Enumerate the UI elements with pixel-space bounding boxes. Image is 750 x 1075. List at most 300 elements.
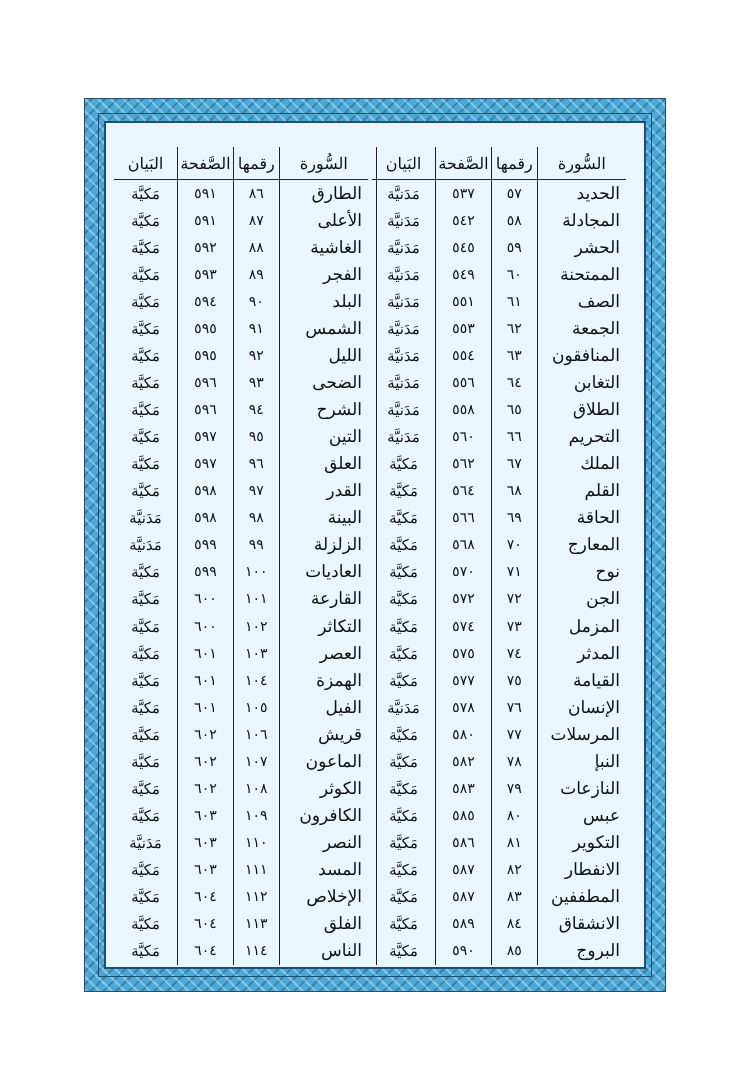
revelation-type-cell: مَكيَّة xyxy=(389,806,418,825)
page-number-cell: ٥٦٠ xyxy=(436,424,492,451)
table-row xyxy=(114,559,368,586)
revelation-type-cell: مَكيَّة xyxy=(131,455,160,474)
revelation-type-cell: مَكيَّة xyxy=(131,590,160,609)
table-row xyxy=(114,830,368,857)
table-row xyxy=(372,667,626,694)
table-header-row xyxy=(372,147,626,180)
table-row xyxy=(114,180,368,208)
surah-name-cell: الضحى xyxy=(279,369,368,396)
revelation-type-cell: مَكيَّة xyxy=(131,752,160,771)
table-row xyxy=(114,478,368,505)
surah-name-cell: الحاقة xyxy=(537,505,626,532)
revelation-type-cell: مَكيَّة xyxy=(389,671,418,690)
header-type: البَيان xyxy=(372,147,436,180)
table-row xyxy=(372,775,626,802)
surah-name-cell: الناس xyxy=(279,938,368,965)
surah-name-cell: الليل xyxy=(279,342,368,369)
page-number-cell: ٦٠٢ xyxy=(178,775,234,802)
revelation-type-cell: مَكيَّة xyxy=(131,238,160,257)
surah-name-cell: القلم xyxy=(537,478,626,505)
table-row xyxy=(114,315,368,342)
surah-number-cell: ٨٣ xyxy=(491,884,537,911)
surah-number-cell: ١٠٣ xyxy=(233,640,279,667)
surah-number-cell: ٨٧ xyxy=(233,207,279,234)
revelation-type-cell: مَكيَّة xyxy=(131,698,160,717)
table-row xyxy=(114,613,368,640)
table-row xyxy=(372,938,626,965)
surah-name-cell: التكاثر xyxy=(279,613,368,640)
revelation-type-cell: مَكيَّة xyxy=(131,265,160,284)
surah-name-cell: الشرح xyxy=(279,397,368,424)
page-number-cell: ٥٧٠ xyxy=(436,559,492,586)
page-number-cell: ٥٩٩ xyxy=(178,559,234,586)
revelation-type-cell: مَكيَّة xyxy=(131,482,160,501)
surah-name-cell: القارعة xyxy=(279,586,368,613)
revelation-type-cell: مَكيَّة xyxy=(389,942,418,961)
surah-name-cell: التحريم xyxy=(537,424,626,451)
page-number-cell: ٦٠٣ xyxy=(178,857,234,884)
surah-number-cell: ٨٨ xyxy=(233,234,279,261)
revelation-type-cell: مَكيَّة xyxy=(389,725,418,744)
page-number-cell: ٦٠٢ xyxy=(178,748,234,775)
surah-name-cell: الكوثر xyxy=(279,775,368,802)
table-row xyxy=(114,667,368,694)
surah-table-right xyxy=(372,147,626,965)
table-row xyxy=(372,207,626,234)
surah-number-cell: ٨٠ xyxy=(491,802,537,829)
table-row xyxy=(372,694,626,721)
surah-name-cell: الجمعة xyxy=(537,315,626,342)
revelation-type-cell: مَدَنيَّة xyxy=(387,238,420,257)
table-row xyxy=(372,315,626,342)
table-row xyxy=(114,261,368,288)
revelation-type-cell: مَدَنيَّة xyxy=(129,509,162,528)
revelation-type-cell: مَدَنيَّة xyxy=(387,319,420,338)
surah-number-cell: ٨٢ xyxy=(491,857,537,884)
surah-number-cell: ١٠٨ xyxy=(233,775,279,802)
table-row xyxy=(114,640,368,667)
revelation-type-cell: مَكيَّة xyxy=(131,617,160,636)
revelation-type-cell: مَكيَّة xyxy=(131,292,160,311)
surah-number-cell: ٩٣ xyxy=(233,369,279,396)
surah-number-cell: ٨٩ xyxy=(233,261,279,288)
revelation-type-cell: مَكيَّة xyxy=(131,942,160,961)
table-row xyxy=(372,234,626,261)
page-number-cell: ٥٦٨ xyxy=(436,532,492,559)
page-number-cell: ٦٠١ xyxy=(178,640,234,667)
revelation-type-cell: مَكيَّة xyxy=(389,590,418,609)
surah-number-cell: ٩٠ xyxy=(233,288,279,315)
header-surah: السُّورة xyxy=(279,147,368,180)
surah-number-cell: ٨٦ xyxy=(233,180,279,208)
surah-name-cell: الانفطار xyxy=(537,857,626,884)
page-number-cell: ٥٩٥ xyxy=(178,342,234,369)
surah-name-cell: المنافقون xyxy=(537,342,626,369)
revelation-type-cell: مَدَنيَّة xyxy=(387,265,420,284)
page-number-cell: ٥٦٦ xyxy=(436,505,492,532)
surah-name-cell: الماعون xyxy=(279,748,368,775)
surah-number-cell: ١٠٥ xyxy=(233,694,279,721)
page-number-cell: ٥٨٦ xyxy=(436,830,492,857)
surah-name-cell: الطلاق xyxy=(537,397,626,424)
table-row xyxy=(114,694,368,721)
surah-name-cell: الحديد xyxy=(537,180,626,208)
ornamental-border-frame xyxy=(84,98,666,992)
surah-table-left xyxy=(114,147,368,965)
page-number-cell: ٦٠١ xyxy=(178,667,234,694)
surah-name-cell: الفجر xyxy=(279,261,368,288)
table-row xyxy=(372,532,626,559)
page-number-cell: ٥٥١ xyxy=(436,288,492,315)
revelation-type-cell: مَكيَّة xyxy=(131,373,160,392)
revelation-type-cell: مَكيَّة xyxy=(389,509,418,528)
surah-name-cell: النبإ xyxy=(537,748,626,775)
surah-name-cell: النازعات xyxy=(537,775,626,802)
table-row xyxy=(114,532,368,559)
surah-name-cell: المعارج xyxy=(537,532,626,559)
surah-name-cell: الهمزة xyxy=(279,667,368,694)
surah-name-cell: عبس xyxy=(537,802,626,829)
surah-number-cell: ٩٤ xyxy=(233,397,279,424)
table-row xyxy=(114,397,368,424)
surah-number-cell: ١٠٠ xyxy=(233,559,279,586)
page-number-cell: ٥٤٥ xyxy=(436,234,492,261)
table-row xyxy=(372,802,626,829)
revelation-type-cell: مَكيَّة xyxy=(131,428,160,447)
page-number-cell: ٥٩٨ xyxy=(178,505,234,532)
page-number-cell: ٥٩٩ xyxy=(178,532,234,559)
table-row xyxy=(114,424,368,451)
revelation-type-cell: مَكيَّة xyxy=(131,319,160,338)
surah-number-cell: ٧٠ xyxy=(491,532,537,559)
revelation-type-cell: مَكيَّة xyxy=(131,671,160,690)
surah-name-cell: الفلق xyxy=(279,911,368,938)
revelation-type-cell: مَكيَّة xyxy=(389,888,418,907)
page-number-cell: ٥٩٦ xyxy=(178,397,234,424)
table-row xyxy=(114,207,368,234)
surah-name-cell: الفيل xyxy=(279,694,368,721)
page-number-cell: ٦٠٢ xyxy=(178,721,234,748)
surah-number-cell: ١١٤ xyxy=(233,938,279,965)
surah-number-cell: ٦٠ xyxy=(491,261,537,288)
revelation-type-cell: مَكيَّة xyxy=(389,455,418,474)
revelation-type-cell: مَكيَّة xyxy=(389,915,418,934)
surah-number-cell: ١٠٦ xyxy=(233,721,279,748)
surah-number-cell: ٦٤ xyxy=(491,369,537,396)
surah-number-cell: ٦٩ xyxy=(491,505,537,532)
surah-number-cell: ٨٥ xyxy=(491,938,537,965)
table-row xyxy=(372,180,626,208)
revelation-type-cell: مَكيَّة xyxy=(131,915,160,934)
surah-name-cell: البروج xyxy=(537,938,626,965)
revelation-type-cell: مَكيَّة xyxy=(389,644,418,663)
surah-number-cell: ٦٨ xyxy=(491,478,537,505)
revelation-type-cell: مَدَنيَّة xyxy=(387,698,420,717)
surah-name-cell: المدثر xyxy=(537,640,626,667)
surah-number-cell: ٧٣ xyxy=(491,613,537,640)
surah-number-cell: ٦٦ xyxy=(491,424,537,451)
surah-name-cell: النصر xyxy=(279,830,368,857)
page-number-cell: ٥٤٩ xyxy=(436,261,492,288)
surah-number-cell: ٩٧ xyxy=(233,478,279,505)
surah-number-cell: ٩٦ xyxy=(233,451,279,478)
page-number-cell: ٥٩١ xyxy=(178,207,234,234)
table-row xyxy=(372,397,626,424)
table-row xyxy=(114,911,368,938)
table-row xyxy=(372,505,626,532)
page-number-cell: ٥٩٤ xyxy=(178,288,234,315)
table-row xyxy=(372,721,626,748)
table-row xyxy=(114,775,368,802)
table-row xyxy=(114,857,368,884)
table-row xyxy=(372,369,626,396)
revelation-type-cell: مَكيَّة xyxy=(131,725,160,744)
page-number-cell: ٥٩٨ xyxy=(178,478,234,505)
page-number-cell: ٥٧٧ xyxy=(436,667,492,694)
table-row xyxy=(114,938,368,965)
surah-number-cell: ٩٥ xyxy=(233,424,279,451)
surah-name-cell: الشمس xyxy=(279,315,368,342)
surah-number-cell: ٦٥ xyxy=(491,397,537,424)
table-row xyxy=(372,640,626,667)
surah-name-cell: المسد xyxy=(279,857,368,884)
revelation-type-cell: مَكيَّة xyxy=(389,536,418,555)
page-number-cell: ٥٩٢ xyxy=(178,234,234,261)
table-row xyxy=(372,748,626,775)
header-number: رقمها xyxy=(491,147,537,180)
surah-name-cell: الملك xyxy=(537,451,626,478)
revelation-type-cell: مَكيَّة xyxy=(131,184,160,203)
revelation-type-cell: مَكيَّة xyxy=(389,861,418,880)
surah-number-cell: ٨١ xyxy=(491,830,537,857)
page-number-cell: ٥٩٣ xyxy=(178,261,234,288)
surah-name-cell: الممتحنة xyxy=(537,261,626,288)
page-number-cell: ٥٨٩ xyxy=(436,911,492,938)
revelation-type-cell: مَكيَّة xyxy=(389,834,418,853)
table-row xyxy=(114,342,368,369)
table-row xyxy=(372,261,626,288)
surah-number-cell: ٧٢ xyxy=(491,586,537,613)
page-number-cell: ٥٥٨ xyxy=(436,397,492,424)
table-row xyxy=(372,559,626,586)
surah-name-cell: الصف xyxy=(537,288,626,315)
revelation-type-cell: مَكيَّة xyxy=(389,617,418,636)
surah-name-cell: التكوير xyxy=(537,830,626,857)
revelation-type-cell: مَدَنيَّة xyxy=(387,292,420,311)
revelation-type-cell: مَكيَّة xyxy=(389,482,418,501)
surah-name-cell: التين xyxy=(279,424,368,451)
surah-name-cell: المرسلات xyxy=(537,721,626,748)
surah-number-cell: ٩٩ xyxy=(233,532,279,559)
page-number-cell: ٦٠٠ xyxy=(178,586,234,613)
table-row xyxy=(372,288,626,315)
table-row xyxy=(114,234,368,261)
table-row xyxy=(372,613,626,640)
surah-number-cell: ٧٩ xyxy=(491,775,537,802)
surah-name-cell: الطارق xyxy=(279,180,368,208)
surah-number-cell: ٧٦ xyxy=(491,694,537,721)
table-row xyxy=(372,884,626,911)
table-row xyxy=(372,911,626,938)
page-number-cell: ٥٨٥ xyxy=(436,802,492,829)
page-number-cell: ٥٨٧ xyxy=(436,884,492,911)
revelation-type-cell: مَكيَّة xyxy=(389,752,418,771)
page-number-cell: ٥٩٦ xyxy=(178,369,234,396)
revelation-type-cell: مَكيَّة xyxy=(131,644,160,663)
revelation-type-cell: مَدَنيَّة xyxy=(387,428,420,447)
surah-number-cell: ٦٢ xyxy=(491,315,537,342)
page-number-cell: ٥٨٧ xyxy=(436,857,492,884)
table-row xyxy=(114,721,368,748)
page-number-cell: ٥٩٧ xyxy=(178,424,234,451)
surah-name-cell: الزلزلة xyxy=(279,532,368,559)
header-number: رقمها xyxy=(233,147,279,180)
surah-number-cell: ٥٧ xyxy=(491,180,537,208)
surah-name-cell: المطففين xyxy=(537,884,626,911)
table-row xyxy=(114,369,368,396)
table-row xyxy=(372,830,626,857)
surah-number-cell: ١٠٢ xyxy=(233,613,279,640)
page-number-cell: ٥٩٧ xyxy=(178,451,234,478)
surah-name-cell: الغاشية xyxy=(279,234,368,261)
surah-name-cell: الحشر xyxy=(537,234,626,261)
table-row xyxy=(372,857,626,884)
surah-number-cell: ٨٤ xyxy=(491,911,537,938)
header-type: البَيان xyxy=(114,147,178,180)
revelation-type-cell: مَدَنيَّة xyxy=(129,834,162,853)
surah-number-cell: ٦١ xyxy=(491,288,537,315)
revelation-type-cell: مَكيَّة xyxy=(131,806,160,825)
table-row xyxy=(114,748,368,775)
surah-number-cell: ٩٢ xyxy=(233,342,279,369)
table-row xyxy=(372,342,626,369)
revelation-type-cell: مَكيَّة xyxy=(131,401,160,420)
surah-number-cell: ٧٤ xyxy=(491,640,537,667)
revelation-type-cell: مَكيَّة xyxy=(131,563,160,582)
surah-name-cell: القيامة xyxy=(537,667,626,694)
revelation-type-cell: مَكيَّة xyxy=(389,779,418,798)
page-number-cell: ٥٥٣ xyxy=(436,315,492,342)
table-row xyxy=(114,288,368,315)
table-row xyxy=(114,884,368,911)
surah-number-cell: ١٠٧ xyxy=(233,748,279,775)
surah-name-cell: المزمل xyxy=(537,613,626,640)
surah-name-cell: التغابن xyxy=(537,369,626,396)
page-number-cell: ٥٩٠ xyxy=(436,938,492,965)
revelation-type-cell: مَدَنيَّة xyxy=(387,401,420,420)
page-number-cell: ٥٥٤ xyxy=(436,342,492,369)
revelation-type-cell: مَكيَّة xyxy=(131,861,160,880)
revelation-type-cell: مَدَنيَّة xyxy=(387,373,420,392)
page-number-cell: ٥٦٢ xyxy=(436,451,492,478)
surah-name-cell: المجادلة xyxy=(537,207,626,234)
surah-number-cell: ٩١ xyxy=(233,315,279,342)
table-row xyxy=(114,451,368,478)
surah-name-cell: قريش xyxy=(279,721,368,748)
page-number-cell: ٦٠٤ xyxy=(178,938,234,965)
page-number-cell: ٥٨٠ xyxy=(436,721,492,748)
revelation-type-cell: مَدَنيَّة xyxy=(387,184,420,203)
surah-number-cell: ١١١ xyxy=(233,857,279,884)
surah-number-cell: ١٠١ xyxy=(233,586,279,613)
page-number-cell: ٦٠٣ xyxy=(178,830,234,857)
table-row xyxy=(372,478,626,505)
surah-name-cell: البينة xyxy=(279,505,368,532)
page-number-cell: ٥٧٨ xyxy=(436,694,492,721)
page-number-cell: ٥٣٧ xyxy=(436,180,492,208)
revelation-type-cell: مَدَنيَّة xyxy=(387,346,420,365)
surah-name-cell: الإنسان xyxy=(537,694,626,721)
surah-name-cell: الكافرون xyxy=(279,802,368,829)
table-row xyxy=(114,802,368,829)
header-page: الصَّفحة xyxy=(436,147,492,180)
page-number-cell: ٥٦٤ xyxy=(436,478,492,505)
surah-name-cell: الجن xyxy=(537,586,626,613)
page-number-cell: ٥٩٥ xyxy=(178,315,234,342)
table-row xyxy=(372,424,626,451)
surah-number-cell: ٦٧ xyxy=(491,451,537,478)
revelation-type-cell: مَكيَّة xyxy=(131,779,160,798)
surah-number-cell: ٥٨ xyxy=(491,207,537,234)
column-divider xyxy=(376,147,377,965)
header-surah: السُّورة xyxy=(537,147,626,180)
surah-name-cell: الانشقاق xyxy=(537,911,626,938)
table-row xyxy=(372,586,626,613)
revelation-type-cell: مَكيَّة xyxy=(131,211,160,230)
page-number-cell: ٦٠١ xyxy=(178,694,234,721)
page-number-cell: ٥٧٤ xyxy=(436,613,492,640)
surah-number-cell: ١١٣ xyxy=(233,911,279,938)
surah-number-cell: ٩٨ xyxy=(233,505,279,532)
page-number-cell: ٥٨٢ xyxy=(436,748,492,775)
revelation-type-cell: مَكيَّة xyxy=(131,888,160,907)
surah-name-cell: العاديات xyxy=(279,559,368,586)
header-page: الصَّفحة xyxy=(178,147,234,180)
surah-number-cell: ١١٠ xyxy=(233,830,279,857)
surah-number-cell: ١١٢ xyxy=(233,884,279,911)
page-number-cell: ٥٧٢ xyxy=(436,586,492,613)
page-number-cell: ٦٠٠ xyxy=(178,613,234,640)
page-number-cell: ٥٤٢ xyxy=(436,207,492,234)
surah-name-cell: العلق xyxy=(279,451,368,478)
revelation-type-cell: مَدَنيَّة xyxy=(387,211,420,230)
page-number-cell: ٦٠٣ xyxy=(178,802,234,829)
surah-name-cell: البلد xyxy=(279,288,368,315)
surah-number-cell: ٧٧ xyxy=(491,721,537,748)
table-row xyxy=(114,505,368,532)
page-number-cell: ٥٨٣ xyxy=(436,775,492,802)
surah-number-cell: ٧٨ xyxy=(491,748,537,775)
table-row xyxy=(114,586,368,613)
revelation-type-cell: مَدَنيَّة xyxy=(129,536,162,555)
page-number-cell: ٦٠٤ xyxy=(178,884,234,911)
surah-name-cell: العصر xyxy=(279,640,368,667)
surah-number-cell: ٧١ xyxy=(491,559,537,586)
surah-name-cell: نوح xyxy=(537,559,626,586)
surah-name-cell: الأعلى xyxy=(279,207,368,234)
surah-number-cell: ٦٣ xyxy=(491,342,537,369)
surah-number-cell: ٥٩ xyxy=(491,234,537,261)
page-number-cell: ٥٧٥ xyxy=(436,640,492,667)
surah-name-cell: القدر xyxy=(279,478,368,505)
table-header-row xyxy=(114,147,368,180)
revelation-type-cell: مَكيَّة xyxy=(131,346,160,365)
surah-number-cell: ١٠٩ xyxy=(233,802,279,829)
index-panel xyxy=(104,121,646,969)
page-number-cell: ٥٩١ xyxy=(178,180,234,208)
surah-number-cell: ١٠٤ xyxy=(233,667,279,694)
page-number-cell: ٦٠٤ xyxy=(178,911,234,938)
